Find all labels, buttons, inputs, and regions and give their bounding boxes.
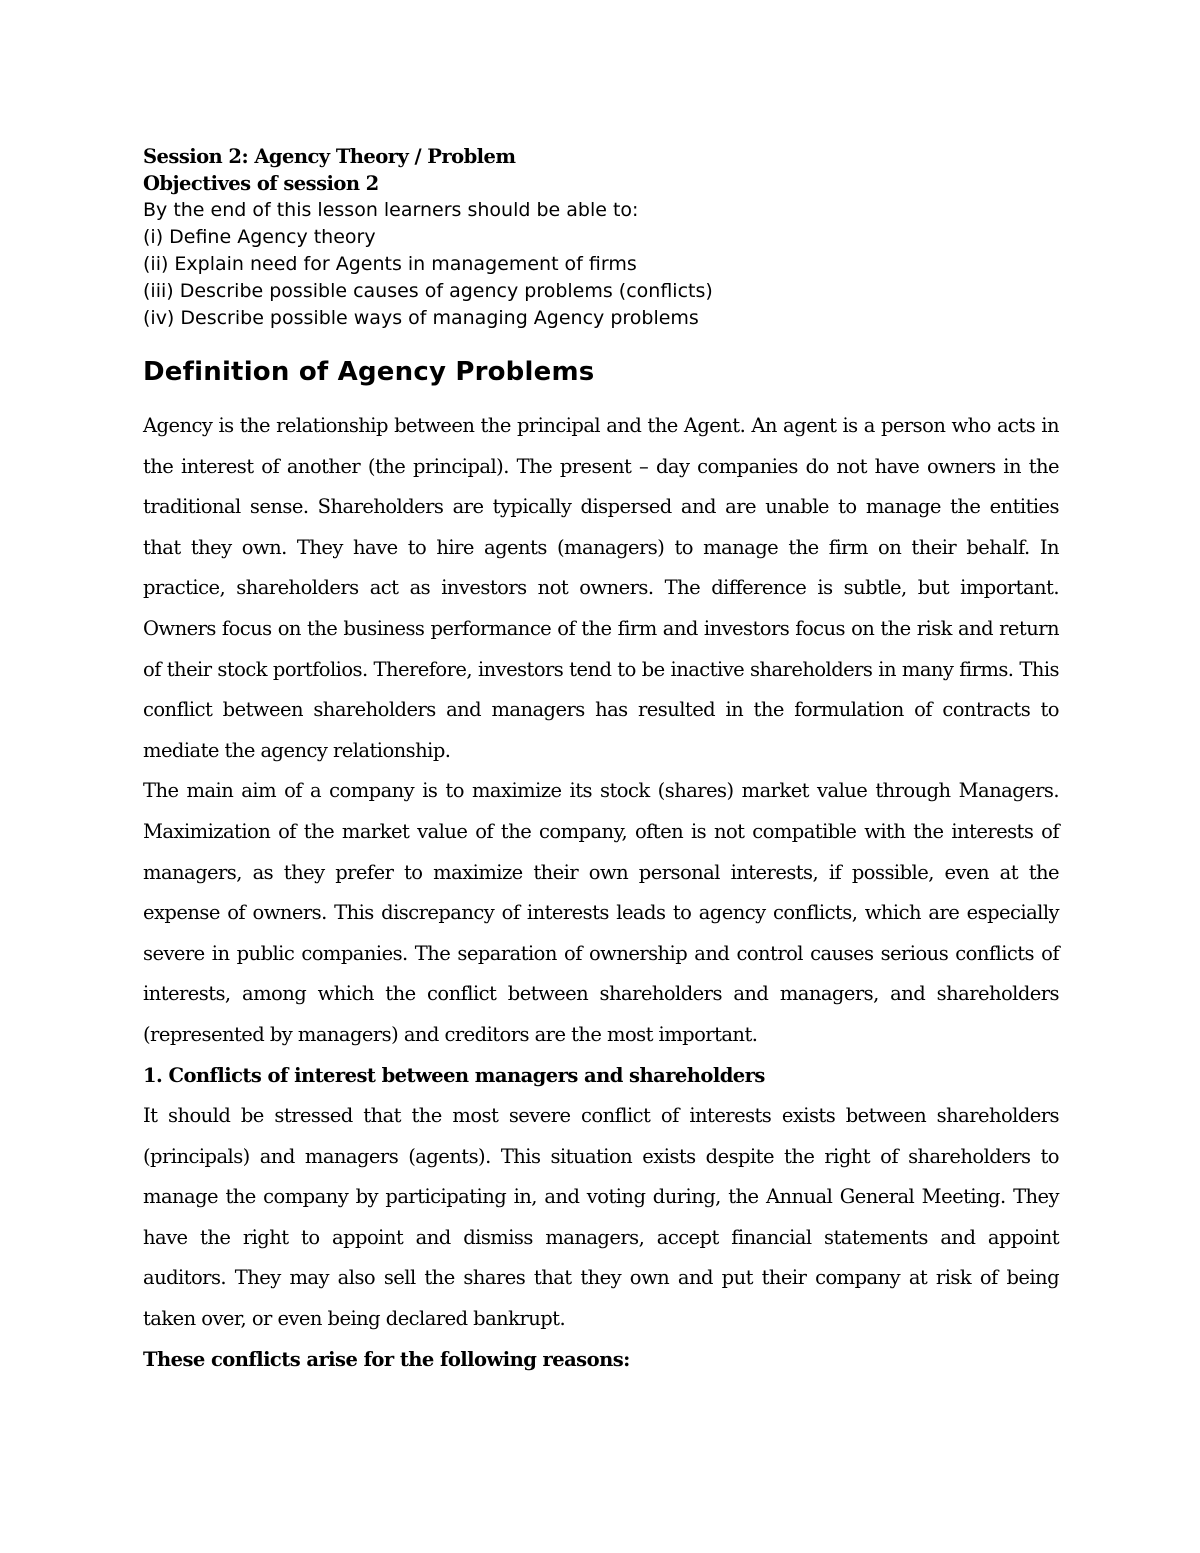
objective-item: (i) Define Agency theory [143,226,376,248]
document-page [143,143,1059,1380]
objective-item: (iv) Describe possible ways of managing Agency problems [143,307,699,329]
definition-paragraph-2: The main aim of a company is to maximize its stock (shares) market value through Managers. Maximization of the market value of the company, often is not compatible with the interests of managers, as they prefer to maximize their own personal interests, if possible, even at the expense of owners. This discrepancy of interests leads to agency conflicts, which are especially severe in public companies. The separation of ownership and control causes serious conflicts of interests, among which the conflict between shareholders and managers, and shareholders (represented by managers) and creditors are the most important. [143,779,1059,1046]
objectives-heading: Objectives of session 2 [143,172,379,195]
session-title: Session 2: Agency Theory / Problem [143,145,516,168]
definition-heading: Definition of Agency Problems [143,357,595,387]
objective-item: (ii) Explain need for Agents in management of firms [143,253,637,275]
conflicts-paragraph: It should be stressed that the most severe conflict of interests exists between shareholders (principals) and managers (agents). This situation exists despite the right of shareholders to manage the company by participating in, and voting during, the Annual General Meeting. They have the right to appoint and dismiss managers, accept financial statements and appoint auditors. They may also sell the shares that they own and put their company at risk of being taken over, or even being declared bankrupt. [143,1104,1059,1331]
objectives-intro: By the end of this lesson learners should be able to: [143,199,639,221]
reasons-heading: These conflicts arise for the following reasons: [143,1347,630,1371]
conflicts-heading: 1. Conflicts of interest between managers and shareholders [143,1063,765,1087]
objectives-list [143,224,1059,332]
objective-item: (iii) Describe possible causes of agency problems (conflicts) [143,280,713,302]
definition-paragraph-1: Agency is the relationship between the principal and the Agent. An agent is a person who acts in the interest of another (the principal). The present – day companies do not have owners in the traditional sense. Shareholders are typically dispersed and are unable to manage the entities that they own. They have to hire agents (managers) to manage the firm on their behalf. In practice, shareholders act as investors not owners. The difference is subtle, but important. Owners focus on the business performance of the firm and investors focus on the risk and return of their stock portfolios. Therefore, investors tend to be inactive shareholders in many firms. This conflict between shareholders and managers has resulted in the formulation of contracts to mediate the agency relationship. [143,414,1059,762]
